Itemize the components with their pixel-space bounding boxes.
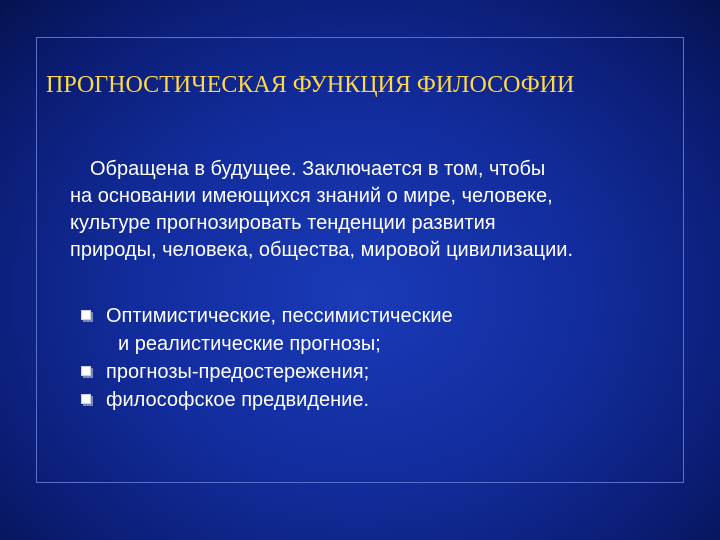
list-item [76, 358, 453, 386]
bullet-text: философское предвидение. [106, 389, 370, 411]
lead-line: Обращена в будущее. Заключается в том, чтобы [90, 158, 546, 180]
lead-paragraph [70, 156, 690, 264]
square-bullet-icon [81, 366, 91, 376]
square-bullet-icon [81, 394, 91, 404]
bullet-text: прогнозы-предостережения; [106, 361, 370, 383]
square-bullet-icon [81, 310, 91, 320]
list-item [76, 302, 453, 358]
lead-line: культуре прогнозировать тенденции развития [70, 212, 496, 234]
slide-title: ПРОГНОСТИЧЕСКАЯ ФУНКЦИЯ ФИЛОСОФИИ [46, 72, 575, 98]
list-item [76, 386, 453, 414]
lead-line: природы, человека, общества, мировой цивилизации. [70, 239, 573, 261]
bullet-text-continued: и реалистические прогнозы; [118, 333, 381, 355]
bullet-list [76, 302, 453, 414]
bullet-text: Оптимистические, пессимистические [106, 305, 453, 327]
lead-line: на основании имеющихся знаний о мире, человеке, [70, 185, 553, 207]
